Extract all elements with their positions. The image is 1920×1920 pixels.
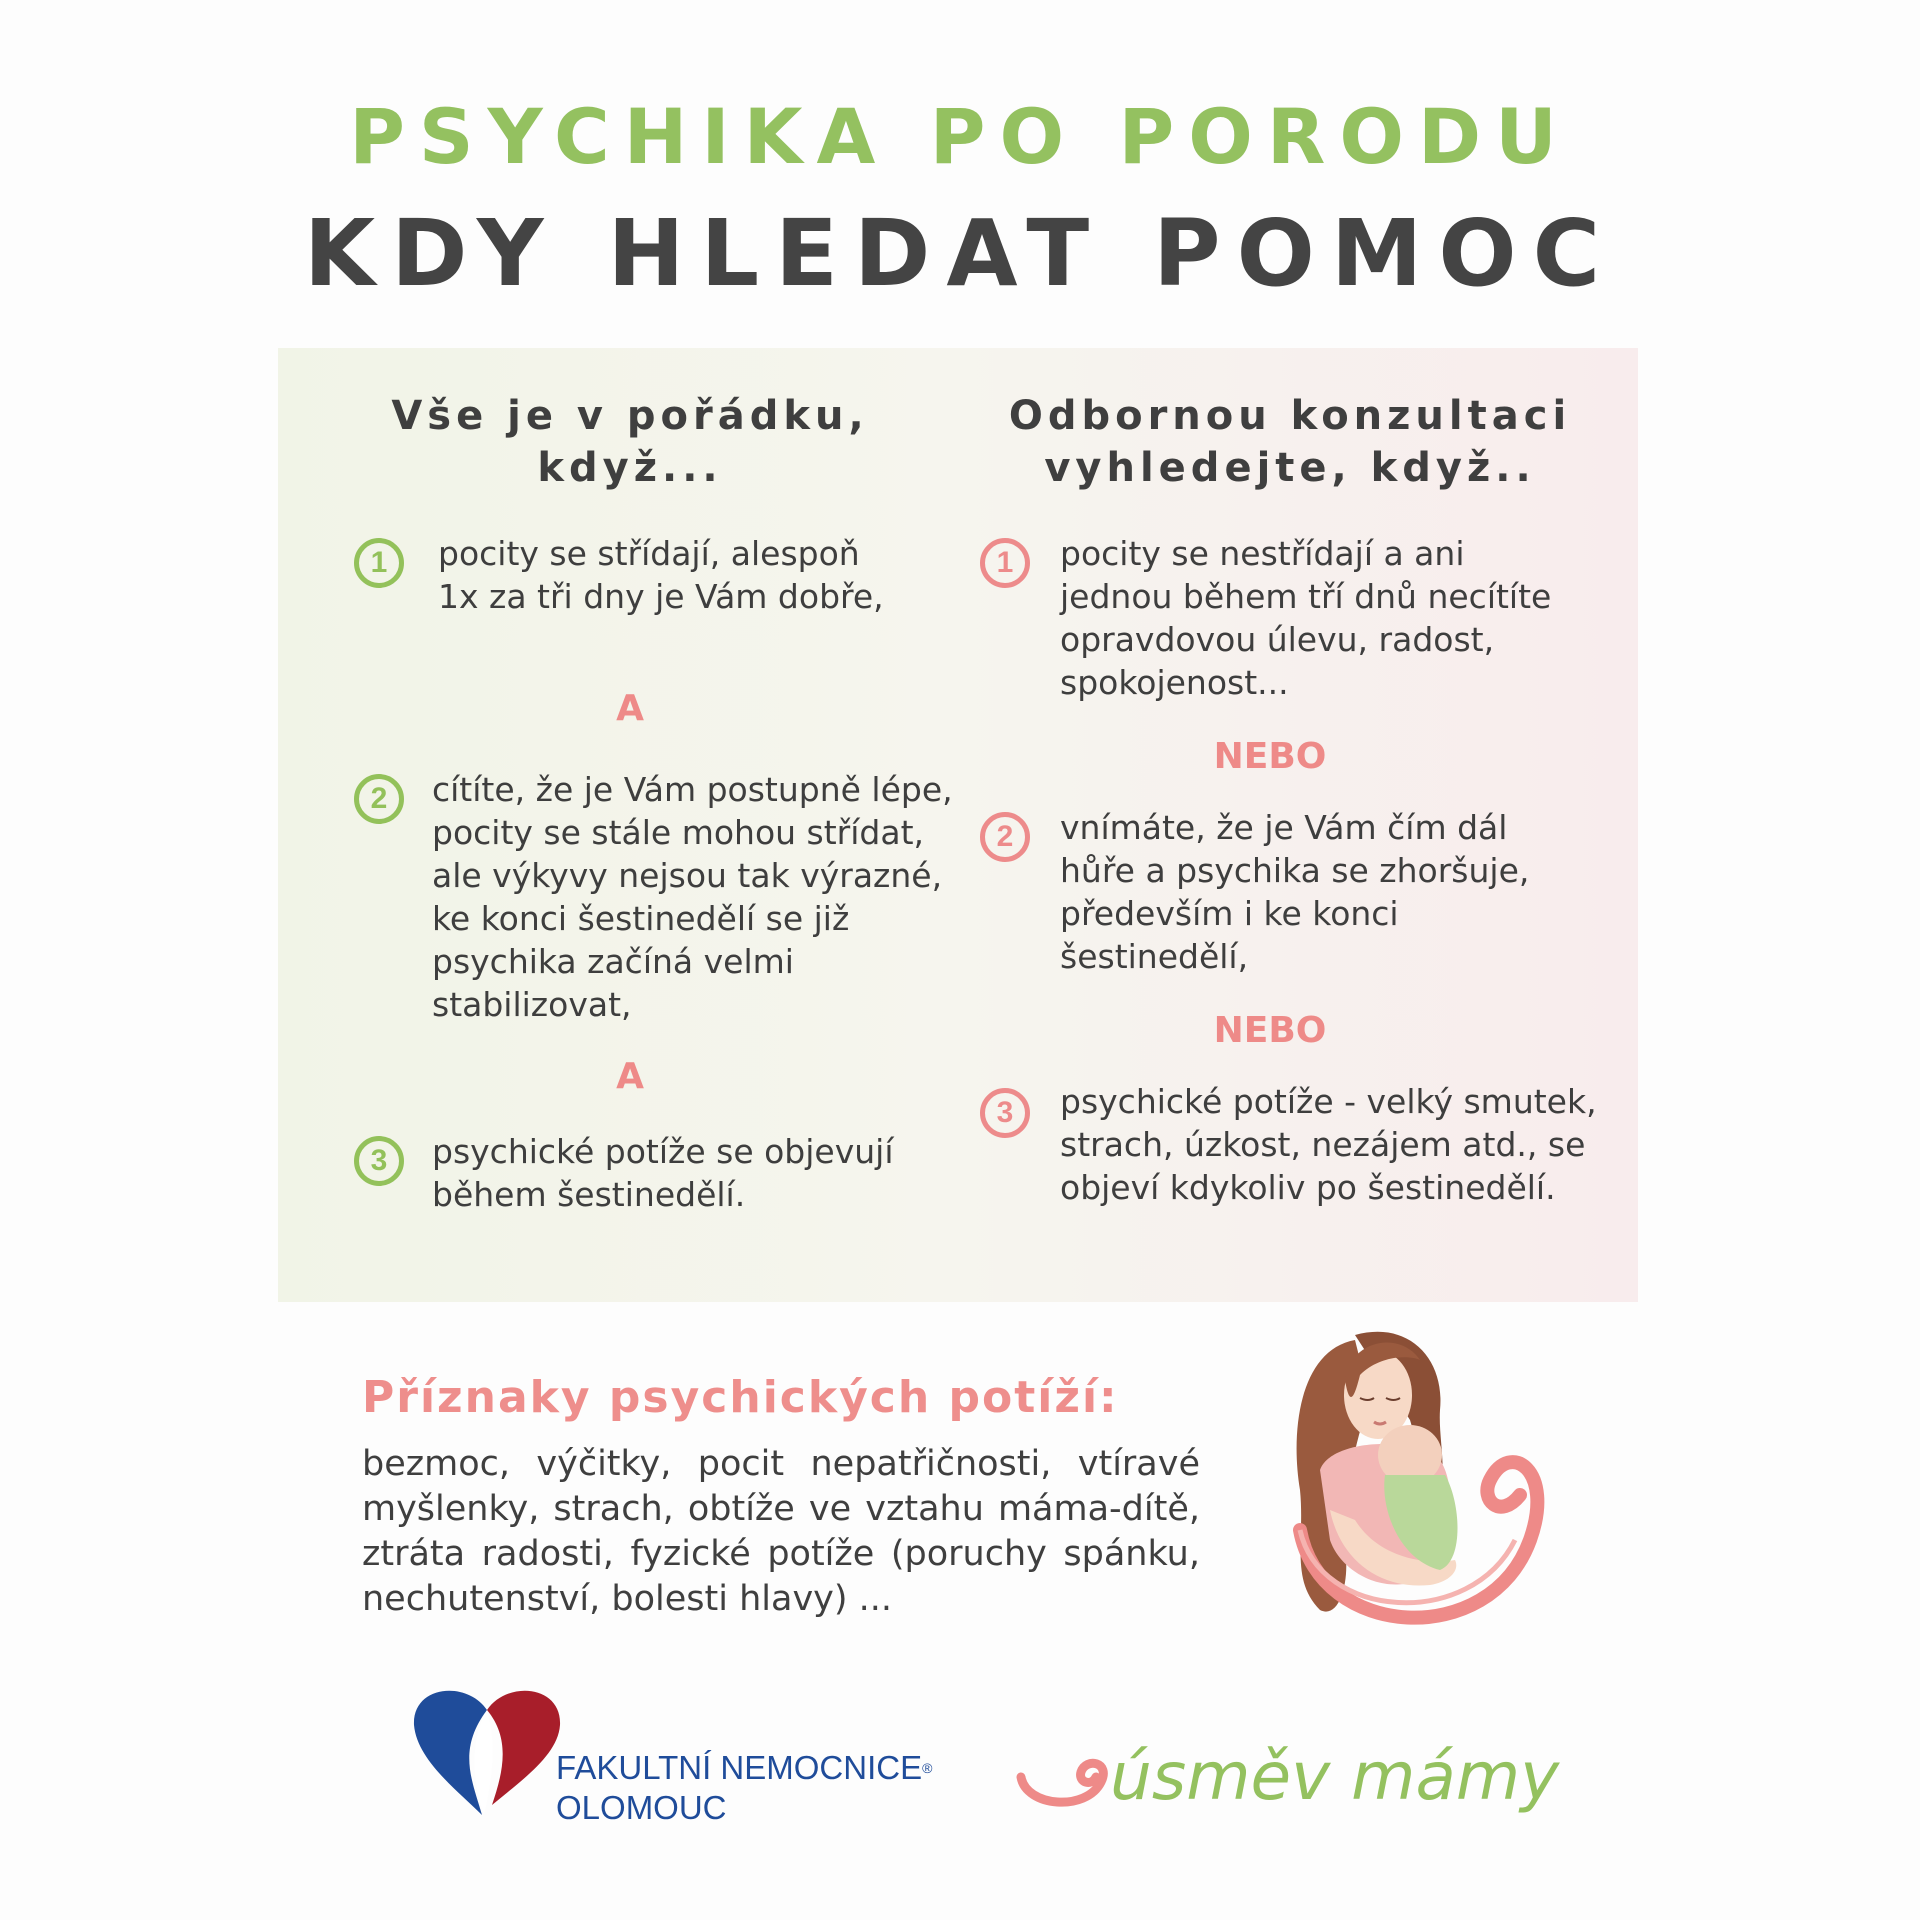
left-item-1-number: 1 [354, 538, 404, 588]
right-heading-line2: vyhledejte, když.. [1044, 445, 1536, 491]
left-connector-1: A [616, 688, 644, 729]
symptoms-title: Příznaky psychických potíží: [362, 1372, 1119, 1423]
left-item-2-text: cítíte, že je Vám postupně lépe, pocity se stále mohou střídat, ale výkyvy nejsou tak výrazné, ke konci šestinedělí se již psychika začíná velmi stabilizovat, [432, 770, 953, 1024]
left-heading-line1: Vše je v pořádku, [391, 393, 869, 439]
left-item-3-number: 3 [354, 1136, 404, 1186]
hospital-logo-text: FAKULTNÍ NEMOCNICE® OLOMOUC [556, 1749, 933, 1826]
right-heading-line1: Odbornou konzultaci [1008, 393, 1572, 439]
left-item-1-text: pocity se střídají, alespoň 1x za tři dny je Vám dobře, [438, 534, 884, 616]
left-item-2-number: 2 [354, 774, 404, 824]
page-title: KDY HLEDAT POMOC [303, 200, 1617, 307]
left-column-heading [330, 390, 930, 494]
right-connector-2: NEBO [1213, 1010, 1327, 1051]
right-item-1-text: pocity se nestřídají a ani jednou během tří dnů necítíte opravdovou úlevu, radost, spokojenost... [1060, 534, 1552, 702]
usmev-mamy-logo-text: úsměv mámy [1110, 1738, 1560, 1815]
left-heading-line2: když... [537, 445, 723, 491]
right-item-2-number: 2 [980, 812, 1030, 862]
right-item-3-number: 3 [980, 1088, 1030, 1138]
mother-baby-illustration [1260, 1320, 1560, 1650]
smile-heart-icon [1016, 1752, 1116, 1812]
right-connector-1: NEBO [1213, 736, 1327, 777]
right-item-1-number: 1 [980, 538, 1030, 588]
right-item-3-text: psychické potíže - velký smutek, strach, úzkost, nezájem atd., se objeví kdykoliv po šestinedělí. [1060, 1082, 1597, 1207]
left-connector-2: A [616, 1056, 644, 1097]
right-item-2-text: vnímáte, že je Vám čím dál hůře a psychika se zhoršuje, především i ke konci šestinedělí, [1060, 808, 1530, 976]
hospital-logo-icon [412, 1680, 562, 1820]
left-item-3-text: psychické potíže se objevují během šestinedělí. [432, 1132, 894, 1214]
symptoms-text: bezmoc, výčitky, pocit nepatřičnosti, vtíravé myšlenky, strach, obtíže ve vztahu máma-dítě, ztráta radosti, fyzické potíže (poruchy spánku, nechutenství, bolesti hlavy) ... [362, 1444, 1200, 1619]
right-column-heading [990, 390, 1590, 494]
page-subtitle: PSYCHIKA PO PORODU [349, 92, 1571, 181]
